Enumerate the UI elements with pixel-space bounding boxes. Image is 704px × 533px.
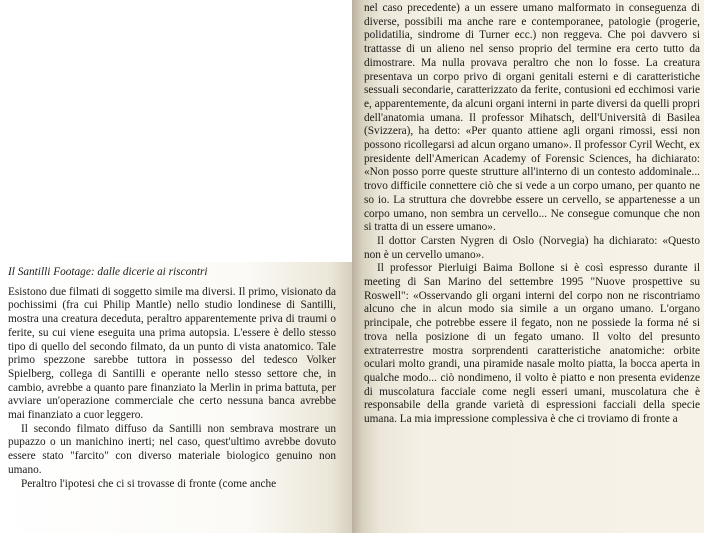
section-heading	[8, 266, 336, 280]
paragraph-1: Esistono due filmati di soggetto simile ma diversi. Il primo, visionato da pochissimi (fra cui Philip Mantle) nello studio londinese di Santilli, mostra una creatura deceduta, peraltro apparentemente priva di traumi o ferite, su cui viene eseguita una prima autopsia. L'essere è dello stesso tipo di quello del secondo filmato, da un punto di vista anatomico. Tale primo spezzone sarebbe tuttora in possesso del tedesco Volker Spielberg, collega di Santilli e operante nello stesso settore che, in cambio, avrebbe a quanto pare finanziato la Merlin in prima battuta, per avviare un'operazione commerciale che certo nessuna banca avrebbe mai finanziato a cuor leggero.	[8, 285, 336, 422]
paragraph-2: Il secondo filmato diffuso da Santilli non sembrava mostrare un pupazzo o un manichino inerti; nel caso, quest'ultimo avrebbe dovuto essere stato "farcito" con diverso materiale biologico genuino non umano.	[8, 422, 336, 476]
paragraph-3: Peraltro l'ipotesi che ci si trovasse di fronte (come anche	[21, 477, 277, 490]
section-heading-subtitle: : dalle dicerie ai riscontri	[90, 266, 208, 278]
section-heading-title: Il Santilli Footage	[8, 266, 91, 278]
right-page	[352, 0, 704, 533]
paragraph-nygren: Il dottor Carsten Nygren di Oslo (Norvegia) ha dichiarato: «Questo non è un cervello umano».	[364, 234, 700, 261]
left-page-text-column	[8, 266, 336, 491]
blank-top-area	[0, 0, 352, 262]
right-page-text-column	[364, 2, 700, 427]
paragraph-continuation: nel caso precedente) a un essere umano malformato in conseguenza di diverse, possibili ma anche rare e contemporanee, patologie (progerie, polidatilia, sindrome di Turner ecc.) non reggeva. Che poi davvero si trattasse di un alieno nel senso proprio del termine era certo tutto da dimostrare. Ma nulla provava peraltro che non lo fosse. La creatura presentava un corpo privo di organi genitali esterni e di caratteristiche sessuali secondarie, caratterizzato da ferite, contusioni ed ecchimosi varie e, apparentemente, da alcuni organi interni in parte diversi da quelli propri dell'anatomia umana. Il professor Mihatsch, dell'Università di Basilea (Svizzera), ha detto: «Per quanto attiene agli organi rimossi, essi non possono ricollegarsi ad alcun organo umano». Il professor Cyril Wecht, ex presidente dell'American Academy of Forensic Sciences, ha dichiarato: «Non posso porre queste strutture all'interno di un contesto addominale... trovo difficile connettere ciò che si vede a un corpo umano, per quanto ne so io. La struttura che dovrebbe essere un cervello, se appartenesse a un corpo umano, non sembra un cervello... Ne consegue comunque che non si tratta di un essere umano».	[364, 2, 700, 234]
paragraph-baima-bollone: Il professor Pierluigi Baima Bollone si è così espresso durante il meeting di San Marino del settembre 1995 "Nuove prospettive su Roswell": «Osservando gli organi interni del corpo non ne riscontriamo alcuno che in alcun modo sia simile a un organo umano. L'organo principale, che potrebbe essere il fegato, non ne possiede la forma né si trova nella posizione di un fegato umano. Il volto del presunto extraterrestre mostra sorprendenti caratteristiche anatomiche: orbite oculari molto grandi, una piramide nasale molto piatta, la bocca aperta in qualche modo... ciò nondimeno, il volto è piatto e non presenta evidenze di muscolatura facciale come negli esseri umani, muscolatura che è responsabile della grande varietà di espressioni facciali della specie umana. La mia impressione complessiva è che ci troviamo di fronte a	[364, 262, 700, 426]
